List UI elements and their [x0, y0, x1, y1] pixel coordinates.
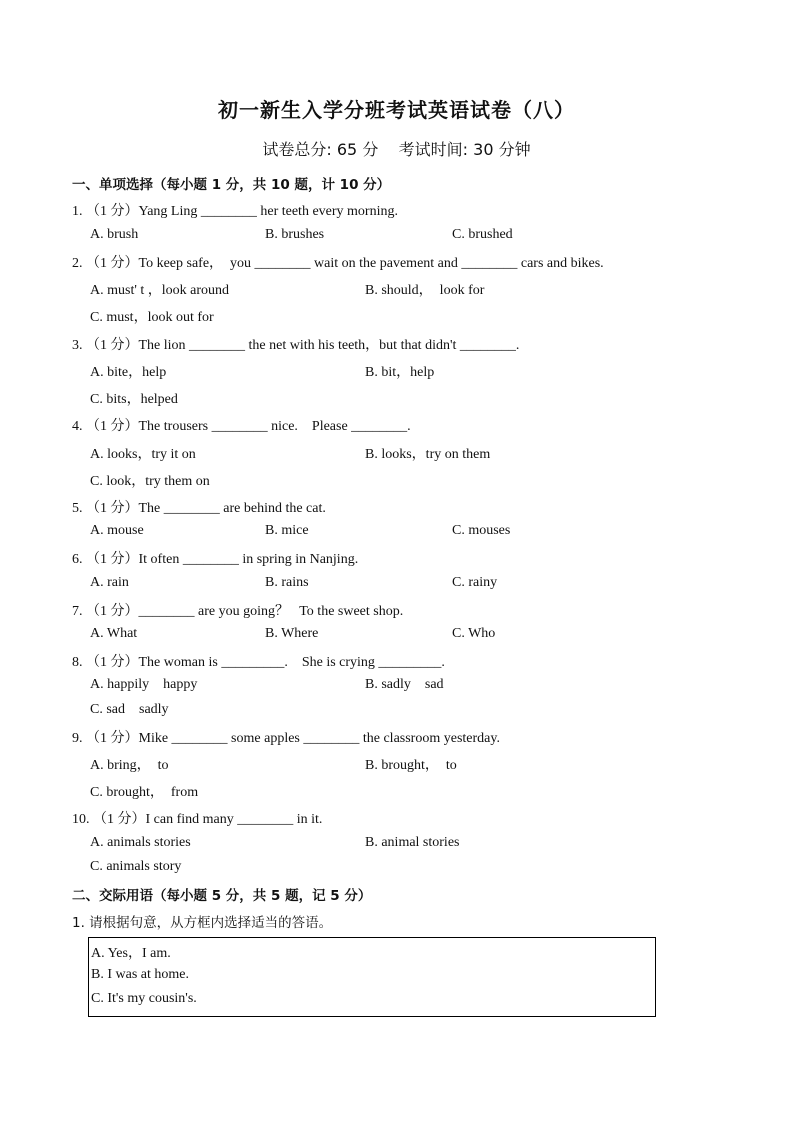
option-1a: A. brush: [90, 227, 139, 242]
option-7a: A. What: [90, 626, 138, 641]
option-4b: B. looks，try on them: [365, 447, 491, 462]
page-title: 初一新生入学分班考试英语试卷（八）: [218, 98, 575, 122]
option-9c: C. brought， from: [90, 785, 199, 800]
option-5a: A. mouse: [90, 523, 144, 538]
option-6b: B. rains: [265, 575, 309, 590]
option-2a: A. must' t ，look around: [90, 283, 230, 298]
option-3c: C. bits，helped: [90, 392, 178, 407]
question-2: 2. （1 分）To keep safe， you ________ wait on the pavement and ________ cars and bikes.: [72, 256, 604, 271]
option-7c: C. Who: [452, 626, 496, 641]
option-8a: A. happily happy: [90, 677, 198, 692]
box-option-a: A. Yes，I am.: [91, 946, 171, 961]
box-option-b: B. I was at home.: [91, 967, 189, 982]
question-7: 7. （1 分）________ are you going？ To the sweet shop.: [72, 604, 404, 619]
option-7b: B. Where: [265, 626, 319, 641]
option-4a: A. looks，try it on: [90, 447, 196, 462]
option-5c: C. mouses: [452, 523, 511, 538]
box-option-c: C. It's my cousin's.: [91, 991, 197, 1006]
section-2-heading: 二、交际用语（每小题 5 分，共 5 题，记 5 分）: [72, 888, 372, 904]
question-6: 6. （1 分）It often ________ in spring in Nanjing.: [72, 552, 359, 567]
option-4c: C. look，try them on: [90, 474, 210, 489]
question-9: 9. （1 分）Mike ________ some apples ________ the classroom yesterday.: [72, 731, 500, 746]
option-8c: C. sad sadly: [90, 702, 169, 717]
option-1b: B. brushes: [265, 227, 325, 242]
section-1-heading: 一、单项选择（每小题 1 分，共 10 题，计 10 分）: [72, 177, 391, 193]
option-3b: B. bit，help: [365, 365, 435, 380]
question-1: 1. （1 分）Yang Ling ________ her teeth every morning.: [72, 204, 398, 219]
option-3a: A. bite，help: [90, 365, 167, 380]
question-10: 10. （1 分）I can find many ________ in it.: [72, 812, 323, 827]
question-3: 3. （1 分）The lion ________ the net with his teeth，but that didn't ________.: [72, 338, 520, 353]
option-1c: C. brushed: [452, 227, 513, 242]
question-5: 5. （1 分）The ________ are behind the cat.: [72, 501, 326, 516]
option-10a: A. animals stories: [90, 835, 191, 850]
option-8b: B. sadly sad: [365, 677, 444, 692]
option-10c: C. animals story: [90, 859, 182, 874]
option-6a: A. rain: [90, 575, 129, 590]
option-9a: A. bring， to: [90, 758, 169, 773]
exam-info: 试卷总分: 65 分 考试时间: 30 分钟: [262, 140, 531, 159]
option-2c: C. must，look out for: [90, 310, 214, 325]
option-5b: B. mice: [265, 523, 309, 538]
option-2b: B. should， look for: [365, 283, 485, 298]
question-4: 4. （1 分）The trousers ________ nice. Please ________.: [72, 419, 411, 434]
question-8: 8. （1 分）The woman is _________. She is crying _________.: [72, 655, 445, 670]
option-6c: C. rainy: [452, 575, 498, 590]
option-9b: B. brought， to: [365, 758, 457, 773]
option-10b: B. animal stories: [365, 835, 460, 850]
section-2-instruction: 1. 请根据句意，从方框内选择适当的答语。: [72, 915, 333, 931]
